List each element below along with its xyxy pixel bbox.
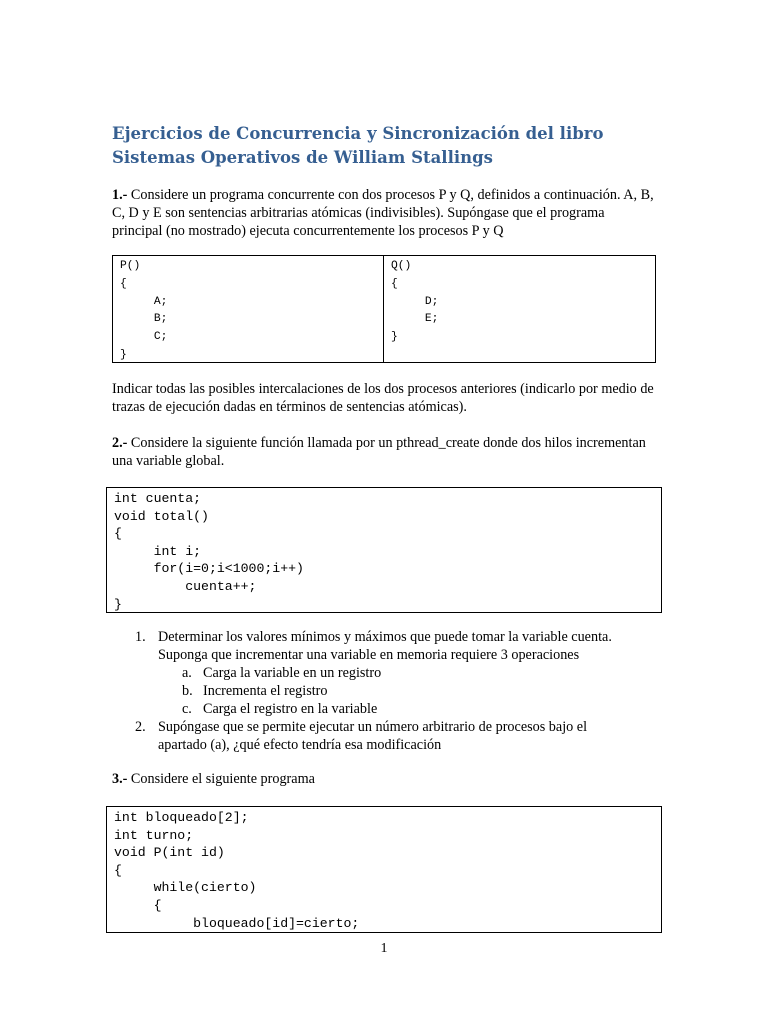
exercise-1-number: 1.- xyxy=(112,187,128,203)
sublist-marker: b. xyxy=(182,683,193,699)
process-p-code: P() { A; B; C; } xyxy=(120,260,168,361)
exercise-1-question: Indicar todas las posibles intercalaciones de los dos procesos anteriores (indicarlo por medio de trazas de ejecución dadas en términos de sentencias atómicas). xyxy=(112,381,654,415)
exercise-1-text: Considere un programa concurrente con dos procesos P y Q, definidos a continuación. A, B, C, D y E son sentencias arbitrarias atómicas (indivisibles). Supóngase que el programa principal (no mostrado) ejecuta concurrentemente los procesos P y Q xyxy=(112,187,654,239)
exercise-2-text: Considere la siguiente función llamada por un pthread_create donde dos hilos incrementan una variable global. xyxy=(112,435,646,469)
page-number: 1 xyxy=(380,941,388,956)
exercise-3-number: 3.- xyxy=(112,771,128,787)
exercise-3-text: Considere el siguiente programa xyxy=(127,771,315,787)
sublist-item-text: Carga el registro en la variable xyxy=(203,701,378,717)
list-marker: 1. xyxy=(135,629,146,645)
exercise-3-code-box xyxy=(106,806,662,933)
sublist-marker: c. xyxy=(182,701,192,717)
list-marker: 2. xyxy=(135,719,146,735)
exercise-2-code: int cuenta; void total() { int i; for(i=0;i<1000;i++) cuenta++; } xyxy=(114,491,304,612)
sublist-marker: a. xyxy=(182,665,192,681)
process-q-code: Q() { D; E; } xyxy=(391,260,439,344)
exercise-2-number: 2.- xyxy=(112,435,128,451)
exercise-3-code: int bloqueado[2]; int turno; void P(int id) { while(cierto) { bloqueado[id]=cierto; xyxy=(114,810,360,931)
list-item-text: Determinar los valores mínimos y máximos que puede tomar la variable cuenta. Suponga que incrementar una variable en memoria requiere 3 operaciones xyxy=(158,629,612,663)
document-title: Ejercicios de Concurrencia y Sincronización del libro Sistemas Operativos de William Stallings xyxy=(112,124,604,167)
exercise-3-statement xyxy=(112,770,657,788)
sublist-item-text: Carga la variable en un registro xyxy=(203,665,382,681)
list-item-text: Supóngase que se permite ejecutar un número arbitrario de procesos bajo el apartado (a), ¿qué efecto tendría esa modificación xyxy=(158,719,588,753)
sublist-item-text: Incrementa el registro xyxy=(203,683,328,699)
